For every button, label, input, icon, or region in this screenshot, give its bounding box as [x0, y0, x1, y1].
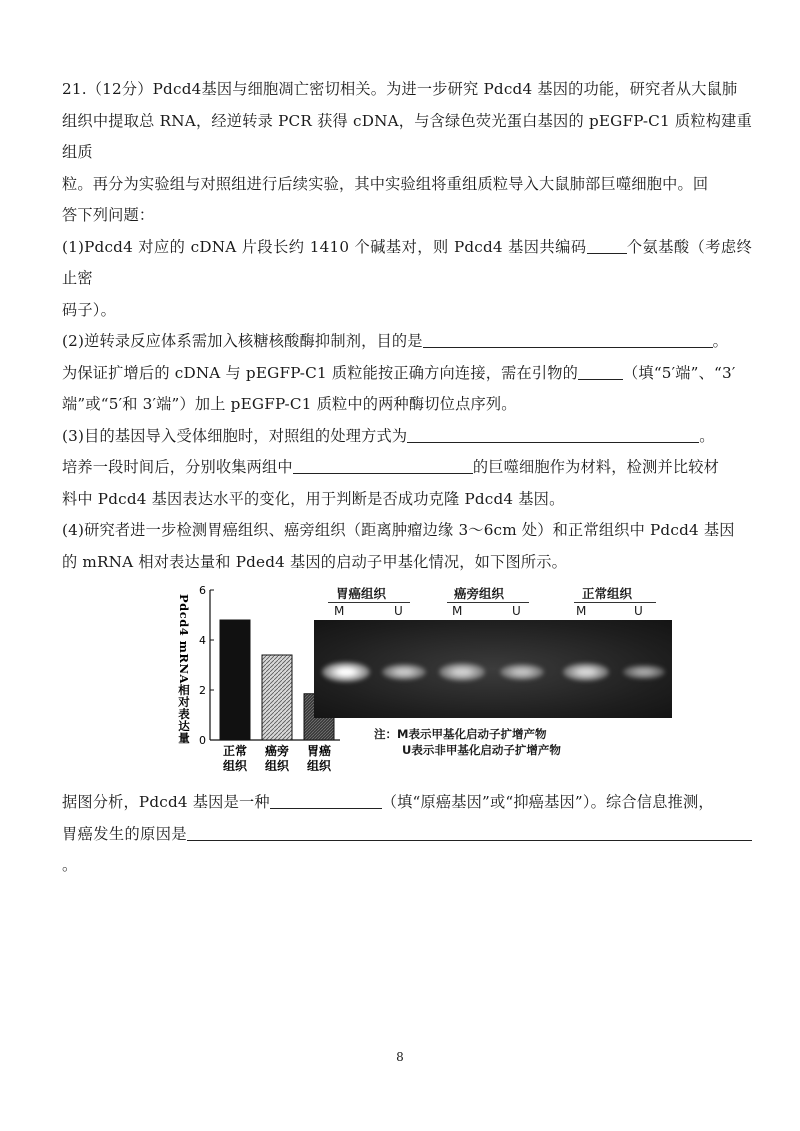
gel-band	[439, 663, 484, 680]
gel-electrophoresis	[314, 582, 684, 782]
page-number: 8	[396, 1050, 404, 1064]
category-label: 组织	[222, 759, 248, 773]
y-tick-label: 6	[199, 584, 206, 597]
answer-blank-4b[interactable]	[187, 822, 752, 841]
answer-blank-3b[interactable]	[293, 455, 473, 474]
gel-band	[623, 665, 666, 680]
gel-group-underline	[447, 602, 529, 603]
answer-blank-3a[interactable]	[407, 424, 699, 443]
lane-label: M	[452, 604, 463, 618]
sub-question-3: (3)目的基因导入受体细胞时，对照组的处理方式为 。	[62, 421, 752, 453]
y-tick-label: 4	[199, 634, 206, 647]
lane-label: M	[334, 604, 345, 618]
intro-line: 答下列问题：	[62, 206, 155, 224]
gel-group-underline	[574, 602, 656, 603]
gel-band	[382, 664, 427, 681]
intro-line: 粒。再分为实验组与对照组进行后续实验，其中实验组将重组质粒导入大鼠肺部巨噬细胞中。回	[62, 174, 709, 193]
lane-label: U	[634, 604, 643, 618]
gel-group-underline	[328, 602, 410, 603]
bar	[220, 620, 250, 740]
sub-question-4-answer: 据图分析，Pdcd4 基因是一种 （填“原癌基因”或“抑癌基因”）。综合信息推测，	[62, 787, 752, 819]
gel-group-label: 正常组织	[582, 586, 633, 601]
category-label: 组织	[306, 759, 332, 773]
lane-label: M	[576, 604, 587, 618]
sub-question-1-cont: 码子）。	[62, 300, 116, 319]
intro-line: 组织中提取总 RNA，经逆转录 PCR 获得 cDNA，与含绿色荧光蛋白基因的 pEGFP-C1 质粒构建重组质	[62, 111, 752, 161]
sub-question-2: (2)逆转录反应体系需加入核糖核酸酶抑制剂，目的是 。	[62, 326, 752, 358]
intro-line: 21.（12分）Pdcd4基因与细胞凋亡密切相关。为进一步研究 Pdcd4 基因的功能，研究者从大鼠肺	[62, 80, 738, 98]
category-label: 胃癌	[306, 744, 332, 758]
category-label: 正常	[222, 744, 248, 758]
gel-note: U表示非甲基化启动子扩增产物	[402, 743, 561, 757]
lane-label: U	[512, 604, 521, 618]
lane-label: U	[394, 604, 403, 618]
gel-image	[314, 620, 672, 718]
answer-blank-2a[interactable]	[423, 329, 713, 348]
y-axis-label: Pdcd4 mRNA相对表达量	[177, 594, 191, 744]
sub-question-2-cont: 为保证扩增后的 cDNA 与 pEGFP-C1 质粒能按正确方向连接，需在引物的 （填“5′端”、“3′	[62, 358, 752, 390]
sub-question-3-cont: 料中 Pdcd4 基因表达水平的变化，用于判断是否成功克隆 Pdcd4 基因。	[62, 489, 565, 508]
gel-group-label: 胃癌组织	[336, 586, 387, 601]
gel-band	[500, 664, 544, 680]
answer-blank-4a[interactable]	[270, 790, 382, 809]
sub-question-4-cont: 的 mRNA 相对表达量和 Pded4 基因的启动子甲基化情况，如下图所示。	[62, 552, 568, 571]
sub-question-3-cont: 培养一段时间后，分别收集两组中 的巨噬细胞作为材料，检测并比较材	[62, 452, 752, 484]
figure	[62, 582, 752, 787]
bar	[262, 655, 292, 740]
category-label: 组织	[264, 759, 290, 773]
sub-question-4-answer-cont: 胃癌发生的原因是。	[62, 819, 752, 882]
gel-band	[322, 662, 370, 682]
sub-question-4: (4)研究者进一步检测胃癌组织、癌旁组织（距离肿瘤边缘 3～6cm 处）和正常组织中 Pdcd4 基因	[62, 521, 735, 539]
y-tick-label: 0	[199, 734, 206, 747]
gel-band	[563, 663, 609, 681]
question-21	[62, 74, 752, 882]
answer-blank-1[interactable]	[587, 235, 627, 254]
answer-blank-2b[interactable]	[578, 361, 623, 380]
y-tick-label: 2	[199, 684, 206, 697]
sub-question-1: (1)Pdcd4 对应的 cDNA 片段长约 1410 个碱基对，则 Pdcd4 基因共编码 个氨基酸（考虑终止密	[62, 232, 752, 295]
sub-question-2-cont: 端”或“5′和 3′端”）加上 pEGFP-C1 质粒中的两种酶切位点序列。	[62, 395, 517, 413]
gel-group-label: 癌旁组织	[454, 586, 505, 601]
gel-note: 注：M表示甲基化启动子扩增产物	[374, 727, 547, 741]
category-label: 癌旁	[264, 744, 290, 758]
